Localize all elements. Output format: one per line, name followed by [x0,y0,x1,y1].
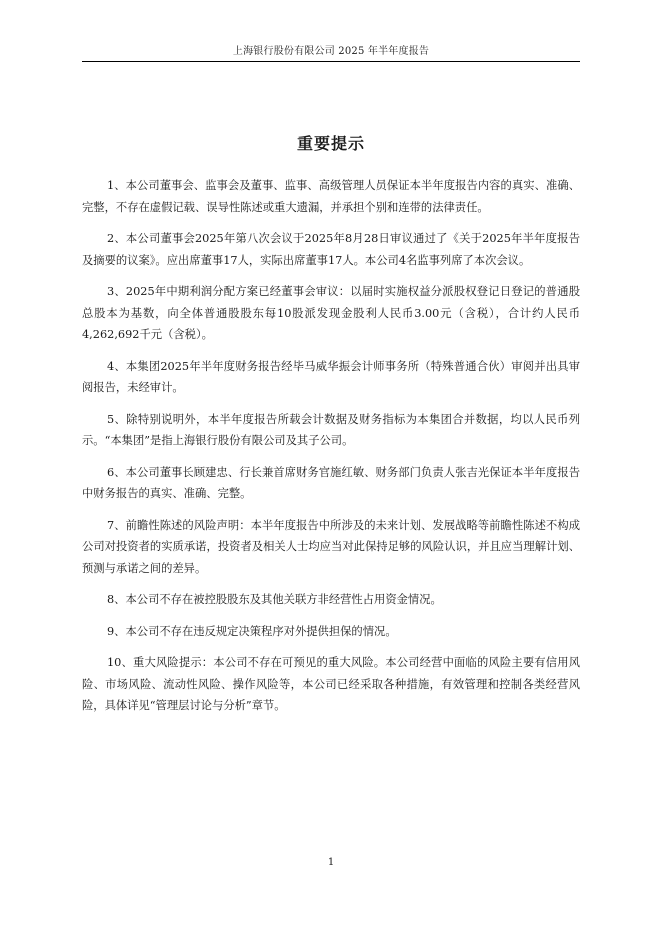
notice-paragraph-2: 2、本公司董事会2025年第八次会议于2025年8月28日审议通过了《关于2025年半年度报告及摘要的议案》。应出席董事17人，实际出席董事17人。本公司4名监事列席了本次会议。 [82,232,580,267]
running-header: 上海银行股份有限公司 2025 年半年度报告 [232,46,430,57]
notice-paragraph-9: 9、本公司不存在违反规定决策程序对外提供担保的情况。 [107,624,397,638]
notice-paragraph-8: 8、本公司不存在被控股股东及其他关联方非经营性占用资金情况。 [107,593,442,606]
page-title: 重要提示 [296,134,365,153]
notice-paragraph-6: 6、本公司董事长顾建忠、行长兼首席财务官施红敏、财务部门负责人张吉光保证本半年度报告中财务报告的真实、准确、完整。 [82,465,580,500]
page-number: 1 [327,857,335,868]
notice-paragraph-7: 7、前瞻性陈述的风险声明：本半年度报告中所涉及的未来计划、发展战略等前瞻性陈述不构成公司对投资者的实质承诺，投资者及相关人士均应当对此保持足够的风险认识，并且应当理解计划、预测与承诺之间的差异。 [82,518,580,575]
notice-body [82,175,580,727]
header-divider [82,61,580,62]
notice-paragraph-5: 5、除特别说明外，本半年度报告所载会计数据及财务指标为本集团合并数据，均以人民币列示。“本集团”是指上海银行股份有限公司及其子公司。 [82,412,580,447]
notice-paragraph-3: 3、2025年中期利润分配方案已经董事会审议：以届时实施权益分派股权登记日登记的普通股总股本为基数，向全体普通股股东每10股派发现金股利人民币3.00元（含税），合计约人民币4,262,692千元（含税）。 [82,285,580,341]
notice-paragraph-10: 10、重大风险提示：本公司不存在可预见的重大风险。本公司经营中面临的风险主要有信用风险、市场风险、流动性风险、操作风险等，本公司已经采取各种措施，有效管理和控制各类经营风险，具体详见“管理层讨论与分析”章节。 [82,656,580,712]
notice-paragraph-1: 1、本公司董事会、监事会及董事、监事、高级管理人员保证本半年度报告内容的真实、准确、完整，不存在虚假记载、误导性陈述或重大遗漏，并承担个别和连带的法律责任。 [82,179,580,214]
notice-paragraph-4: 4、本集团2025年半年度财务报告经毕马威华振会计师事务所（特殊普通合伙）审阅并出具审阅报告，未经审计。 [82,359,580,394]
